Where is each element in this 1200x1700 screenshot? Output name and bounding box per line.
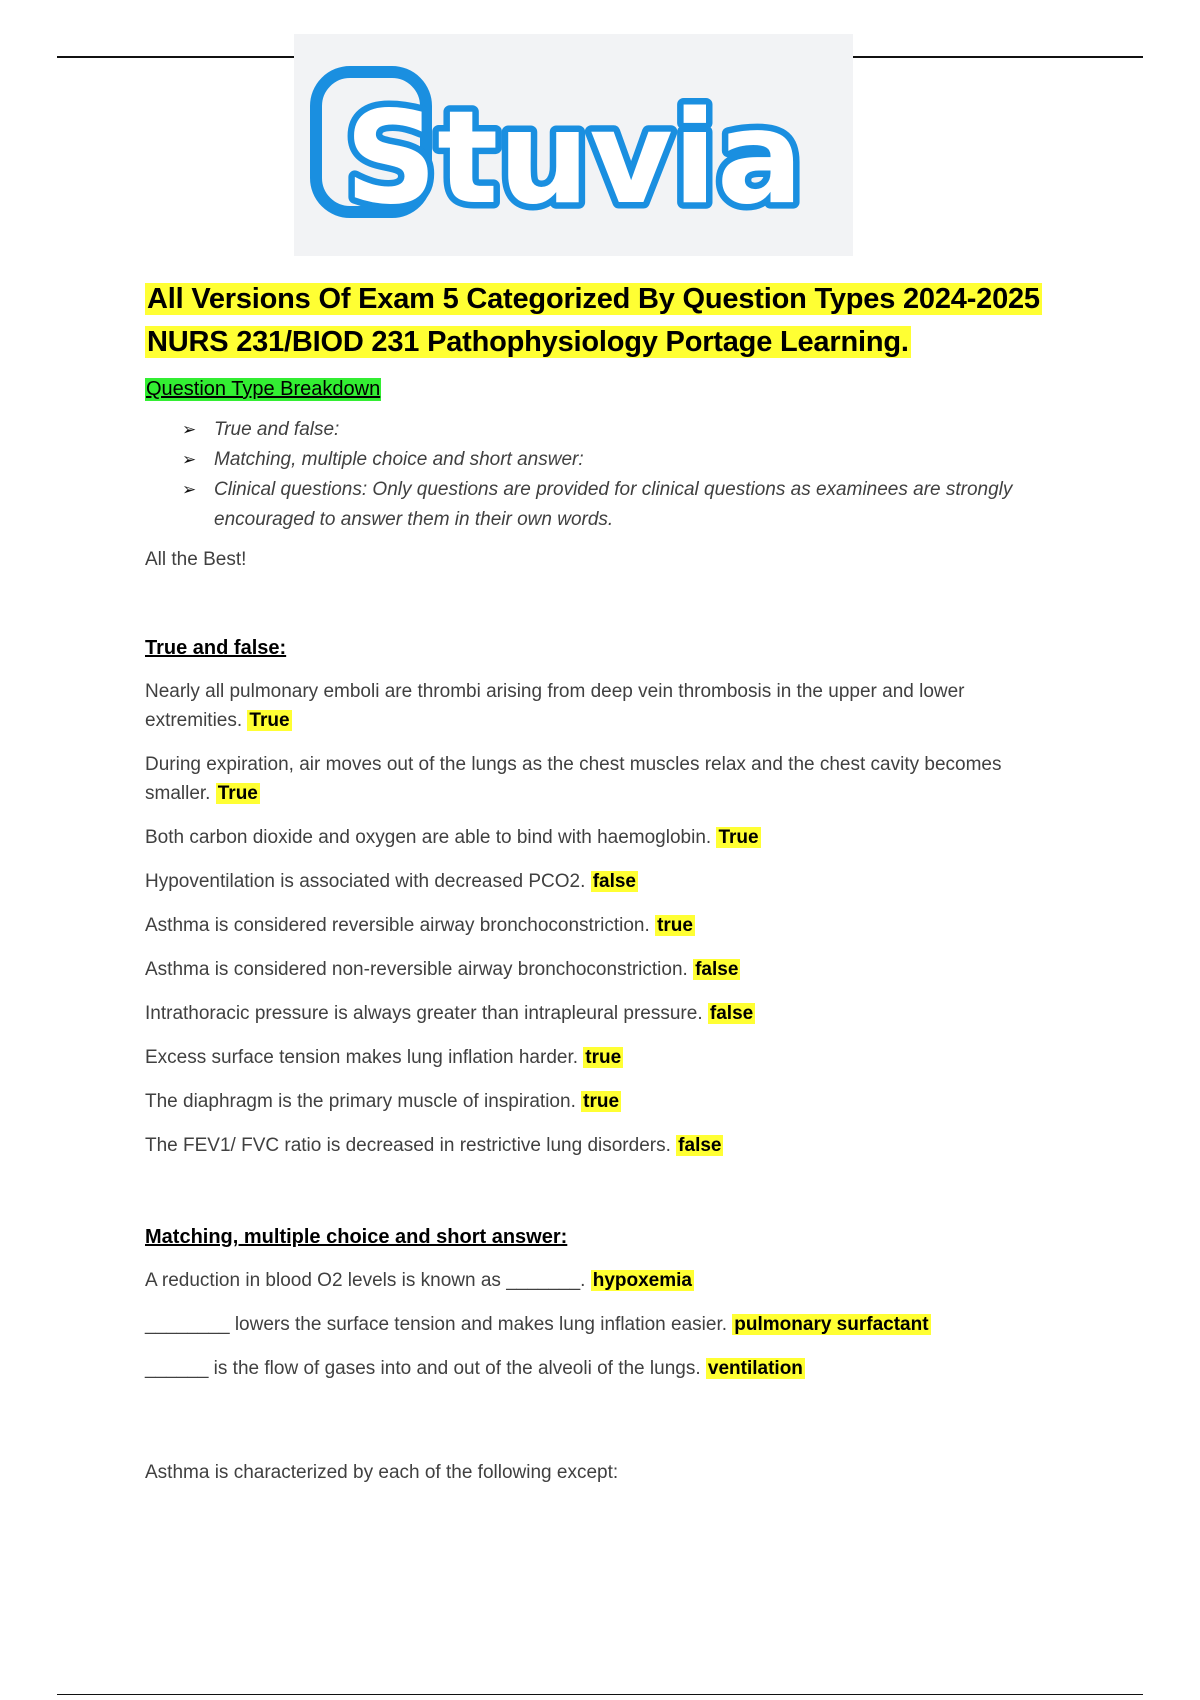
- tf-answer: true: [583, 1091, 620, 1112]
- tf-question: Asthma is considered non-reversible airway bronchoconstriction. false: [145, 959, 739, 980]
- matching-question: ________ lowers the surface tension and makes lung inflation easier. pulmonary surfactant: [145, 1314, 929, 1335]
- true-false-heading: True and false:: [145, 637, 287, 659]
- breakdown-item: ➢ True and false:: [182, 415, 1065, 445]
- tf-answer: True: [718, 827, 759, 848]
- footer-rule: [57, 1694, 1143, 1695]
- tf-question: Excess surface tension makes lung inflation harder. true: [145, 1047, 622, 1068]
- matching-answer: ventilation: [707, 1358, 803, 1379]
- title-line-2: NURS 231/BIOD 231 Pathophysiology Portage Learning.: [147, 326, 909, 358]
- document-title: [145, 278, 1065, 364]
- tf-question: The FEV1/ FVC ratio is decreased in restrictive lung disorders. false: [145, 1135, 722, 1156]
- tf-question: Hypoventilation is associated with decreased PCO2. false: [145, 871, 636, 892]
- matching-heading: Matching, multiple choice and short answer:: [145, 1226, 568, 1248]
- tf-question: During expiration, air moves out of the lungs as the chest muscles relax and the chest cavity becomes smaller. True: [145, 754, 1002, 804]
- document-body: [145, 278, 1065, 1502]
- tf-answer: true: [585, 1047, 622, 1068]
- tf-answer: false: [592, 871, 636, 892]
- stuvia-logo-graphic: [294, 34, 853, 256]
- arrow-bullet-icon: ➢: [182, 450, 197, 469]
- tf-question: Nearly all pulmonary emboli are thrombi arising from deep vein thrombosis in the upper and lower extremities. True: [145, 681, 965, 731]
- tf-answer: false: [678, 1135, 722, 1156]
- arrow-bullet-icon: ➢: [182, 420, 197, 439]
- closing-note: All the Best!: [145, 549, 247, 570]
- matching-question: ______ is the flow of gases into and out of the alveoli of the lungs. ventilation: [145, 1358, 803, 1379]
- tf-answer: false: [709, 1003, 754, 1024]
- matching-answer: hypoxemia: [592, 1270, 692, 1291]
- stuvia-logo: [294, 34, 853, 256]
- tf-question: Both carbon dioxide and oxygen are able to bind with haemoglobin. True: [145, 827, 759, 848]
- breakdown-list: [145, 415, 1065, 535]
- matching-answer: pulmonary surfactant: [734, 1314, 929, 1335]
- arrow-bullet-icon: ➢: [182, 480, 197, 499]
- final-question: Asthma is characterized by each of the following except:: [145, 1462, 619, 1483]
- tf-answer: true: [657, 915, 693, 936]
- logo-wordmark: Stuvia: [344, 84, 804, 233]
- tf-question: Asthma is considered reversible airway bronchoconstriction. true: [145, 915, 693, 936]
- tf-question: The diaphragm is the primary muscle of inspiration. true: [145, 1091, 620, 1112]
- tf-answer: True: [249, 710, 290, 731]
- breakdown-heading: Question Type Breakdown: [146, 378, 381, 400]
- breakdown-item: ➢ Clinical questions: Only questions are provided for clinical questions as examinees are strongly encouraged to answer them in their own words.: [182, 475, 1065, 535]
- header-rule-right: [853, 56, 1143, 58]
- breakdown-item: ➢ Matching, multiple choice and short answer:: [182, 445, 1065, 475]
- tf-answer: false: [695, 959, 739, 980]
- tf-answer: True: [217, 783, 258, 804]
- title-line-1: All Versions Of Exam 5 Categorized By Question Types 2024-2025: [147, 283, 1040, 315]
- tf-question: Intrathoracic pressure is always greater than intrapleural pressure. false: [145, 1003, 754, 1024]
- matching-question: A reduction in blood O2 levels is known as _______. hypoxemia: [145, 1270, 692, 1291]
- header-rule-left: [57, 56, 294, 58]
